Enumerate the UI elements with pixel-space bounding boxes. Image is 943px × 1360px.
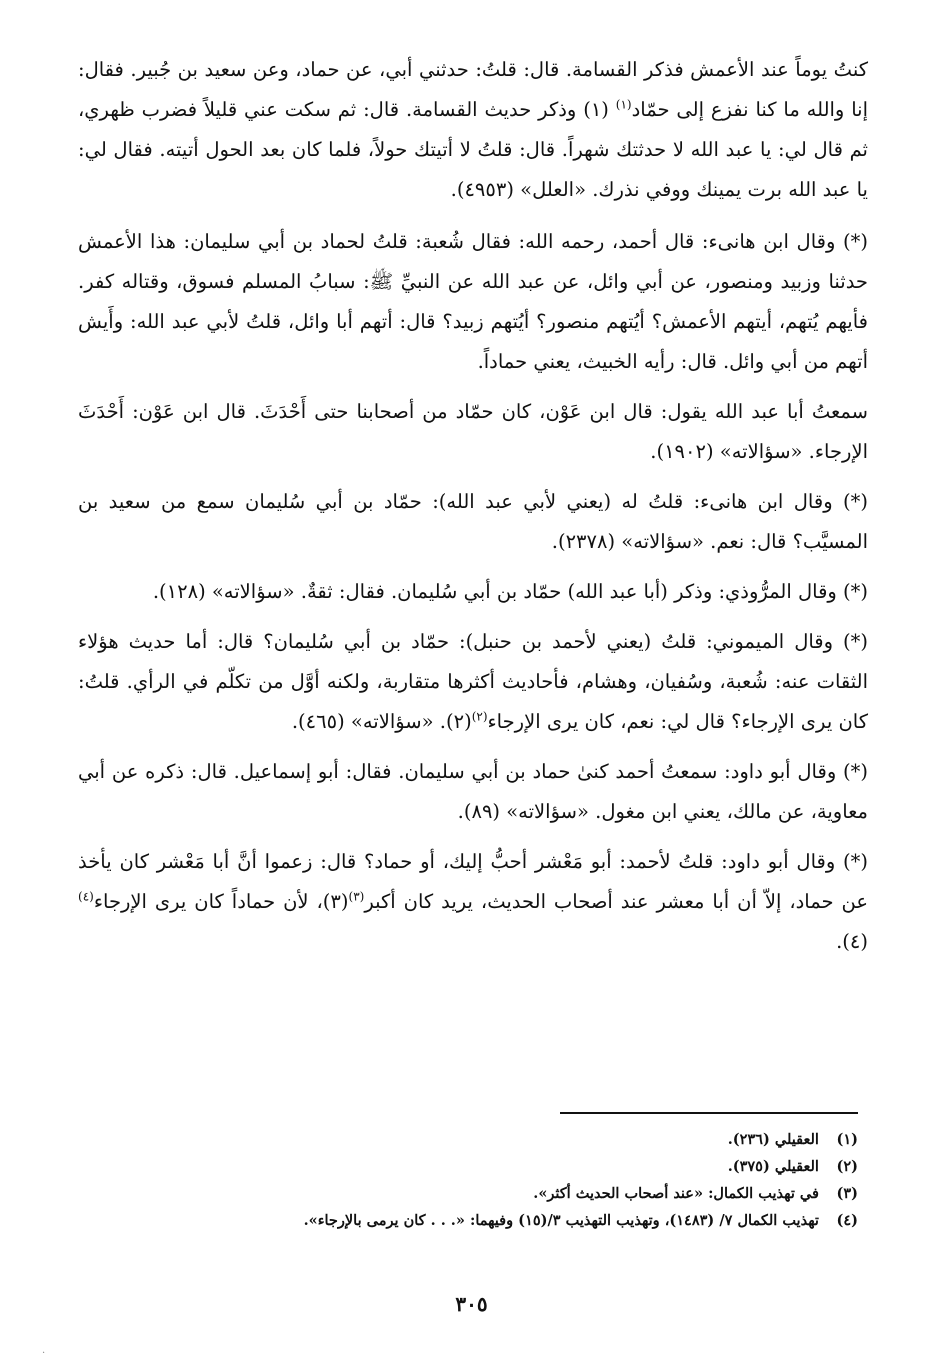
paragraph-3: سمعتُ أبا عبد الله يقول: قال ابن عَوْن، كان حمّاد من أصحابنا حتى أَحْدَثَ. قال ابن عَوْن: أَحْدَثَ الإرجاء. «سؤالاته» (١٩٠٢). (78, 400, 868, 463)
footnote-4-number: (٤) (836, 1212, 858, 1229)
footnote-4 (78, 1207, 858, 1234)
footnote-4-text: تهذيب الكمال ٧/ (١٤٨٣)، وتهذيب التهذيب ٣/(١٥) وفيهما: «. . . كان يرمى بالإرجاء». (303, 1212, 819, 1229)
main-text (78, 50, 868, 972)
footnotes (78, 1126, 858, 1234)
corner-mark: . (42, 1345, 46, 1356)
paragraph-6 (78, 622, 868, 742)
footnote-2-number: (٢) (836, 1158, 858, 1175)
footnote-3 (78, 1180, 858, 1207)
footnote-ref-1: (١) (615, 97, 632, 112)
paragraph-8-text: (*) وقال أبو داود: قلتُ لأحمد: أبو مَعْشر أحبُّ إليك، أو حماد؟ قال: زعموا أنَّ أبا مَعْشر كان يأخذ عن حماد، إلاّ أن أبا معشر عند أصحاب الحديث، يريد كان أكبر (78, 850, 869, 913)
footnote-2-text: العقيلي (٣٧٥). (727, 1158, 819, 1175)
paragraph-1 (78, 50, 868, 210)
footnote-3-text: في تهذيب الكمال: «عند أصحاب الحديث أكثر». (533, 1185, 819, 1202)
paragraph-5: (*) وقال المرُّوذي: وذكر (أبا عبد الله) حمّاد بن أبي سُليمان. فقال: ثقةٌ. «سؤالاته» (١٢٨). (152, 580, 868, 603)
page-number: ٣٠٥ (455, 1292, 488, 1316)
paragraph-8-text-cont: (٣)، لأن حماداً كان يرى الإرجاء (93, 890, 349, 913)
paragraph-1-text: كنتُ يوماً عند الأعمش فذكر القسامة. قال: قلتُ: حدثني أبي، عن حماد، وعن سعيد بن جُبير. فقال: إنا والله ما كنا نفزع إلى حمّاد (78, 58, 869, 121)
paragraph-6-text: (*) وقال الميموني: قلتُ (يعني لأحمد بن حنبل): حمّاد بن أبي سُليمان؟ قال: أما حديث هؤلاء الثقات عنه: شُعبة، وسُفيان، وهشام، فأحاديث أكثرها متقاربة، ولكنه أوَّل من تكلّم في الرأي. قلتُ: كان يرى الإرجاء؟ قال لي: نعم، كان يرى الإرجاء (78, 630, 868, 733)
footnote-1-number: (١) (836, 1131, 858, 1148)
paragraph-1-text-cont: (١) وذكر حديث القسامة. قال: ثم سكت عني قليلاً فضرب ظهري، ثم قال لي: يا عبد الله لا حدثتك شهراً. قال: قلتُ لا أتيتك حولاً، فلما كان بعد الحول أتيته. فقال لي: يا عبد الله برت يمينك ووفي نذرك. «العلل» (٤٩٥٣). (78, 98, 868, 201)
footnote-ref-3: (٣) (348, 889, 365, 904)
footnote-3-number: (٣) (836, 1185, 858, 1202)
paragraph-8-text-end: (٤). (836, 930, 868, 953)
footnote-2 (78, 1153, 858, 1180)
footnote-divider (560, 1112, 858, 1114)
paragraph-8 (78, 842, 868, 962)
footnote-1 (78, 1126, 858, 1153)
footnote-ref-4: (٤) (78, 889, 94, 904)
footnote-ref-2: (٢) (471, 709, 488, 724)
footnote-1-text: العقيلي (٢٣٦). (727, 1131, 819, 1148)
paragraph-6-text-cont: (٢). «سؤالاته» (٤٦٥). (291, 710, 472, 733)
paragraph-4: (*) وقال ابن هانىء: قلتُ له (يعني لأبي عبد الله): حمّاد بن أبي سُليمان سمع من سعيد بن المسيَّب؟ قال: نعم. «سؤالاته» (٢٣٧٨). (78, 490, 868, 553)
paragraph-2: (*) وقال ابن هانىء: قال أحمد، رحمه الله: فقال شُعبة: قلتُ لحماد بن أبي سليمان: هذا الأعمش حدثنا وزبيد ومنصور، عن أبي وائل، عن عبد الله عن النبيِّ ﷺ: سبابُ المسلم فسوق، وقتاله كفر. فأيهم يُتهم، أيتهم الأعمش؟ أيُتهم منصور؟ أيُتهم زبيد؟ قال: أتهم أبا وائل، قلتُ لأبي عبد الله: وأَيش أتهم من أبي وائل. قال: رأيه الخبيث، يعني حماداً. (78, 230, 868, 373)
paragraph-7: (*) وقال أبو داود: سمعتُ أحمد كنىٰ حماد بن أبي سليمان. فقال: أبو إسماعيل. قال: ذكره عن أبي معاوية، عن مالك، يعني ابن مغول. «سؤالاته» (٨٩). (78, 760, 868, 823)
